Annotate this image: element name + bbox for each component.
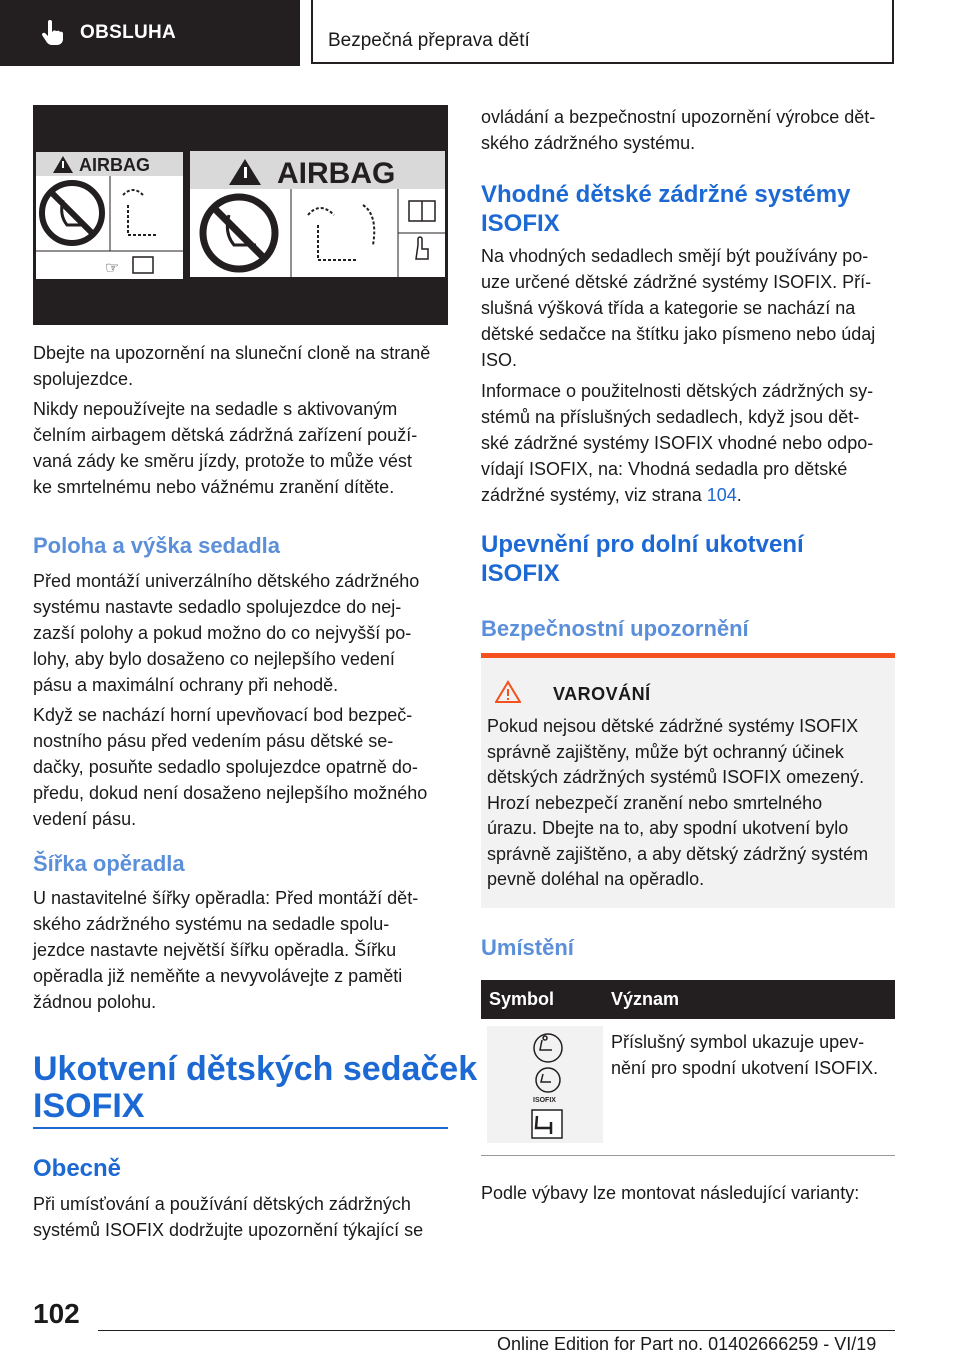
symbol-description-l1: Příslušný symbol ukazuje upev‐ (611, 1032, 865, 1052)
paragraph-seat-l4: lohy, aby bylo dosaženo co nejlepšího vedení (33, 649, 395, 669)
paragraph-backrest-l1: U nastavitelné šířky opěradla: Před montáží dět‐ (33, 888, 419, 908)
paragraph-suitable-l5: ISO. (481, 350, 518, 370)
heading-suitable-isofix-l1: Vhodné dětské zádržné systémy (481, 181, 851, 208)
paragraph-manufacturer-l2: ského zádržného systému. (481, 133, 696, 153)
chapter-box (311, 0, 894, 64)
paragraph-belt-l5: vedení pásu. (33, 809, 137, 829)
paragraph-backrest-l5: žádnou polohu. (33, 992, 157, 1012)
paragraph-suitable-l2: uze určené dětské zádržné systémy ISOFIX. Pří‐ (481, 272, 872, 292)
heading-isofix-anchors-l2: ISOFIX (33, 1087, 145, 1125)
paragraph-belt-l3: dačky, posuňte sedadlo spolujezdce opatrně do‐ (33, 757, 418, 777)
paragraph-backrest-l4: opěradla již neměňte a nevyvolávejte z paměti (33, 966, 403, 986)
heading-suitable-isofix-l2: ISOFIX (481, 210, 560, 237)
paragraph-info-l5: zádržné systémy, viz strana 104. (481, 485, 742, 505)
heading-lower-anchor-l1: Upevnění pro dolní ukotvení (481, 531, 804, 558)
footer-rule (98, 1330, 895, 1331)
heading-placement: Umístění (481, 935, 574, 960)
paragraph-general-l2: systémů ISOFIX dodržujte upozornění týkající se (33, 1220, 424, 1240)
paragraph-manufacturer-l1: ovládání a bezpečnostní upozornění výrobce dět‐ (481, 107, 876, 127)
warning-title: VAROVÁNÍ (553, 684, 651, 704)
heading-safety-notes: Bezpečnostní upozornění (481, 616, 749, 641)
paragraph-airbag-l2: čelním airbagem dětská zádržná zařízení použí‐ (33, 425, 418, 445)
heading-lower-anchor-l2: ISOFIX (481, 560, 560, 587)
paragraph-info-l1: Informace o použitelnosti dětských zádržných sy‐ (481, 381, 874, 401)
heading-isofix-anchors-l1: Ukotvení dětských sedaček (33, 1050, 478, 1088)
paragraph-info-l4: vídají ISOFIX, na: Vhodná sedadla pro dětské (481, 459, 848, 479)
section-tab (0, 0, 300, 66)
paragraph-seat-l2: systému nastavte sedadlo spolujezdce do nej‐ (33, 597, 402, 617)
symbol-table-header (481, 980, 895, 1019)
isofix-symbol-cell (487, 1026, 603, 1143)
paragraph-belt-l2: nostního pásu před vedením pásu dětské se‐ (33, 731, 394, 751)
symbol-description-l2: nění pro spodní ukotvení ISOFIX. (611, 1058, 879, 1078)
paragraph-backrest-l2: ského zádržného systému na sedadle spolu‐ (33, 914, 390, 934)
heading-general: Obecně (33, 1155, 122, 1182)
paragraph-airbag-l3: vaná zády ke směru jízdy, protože to může vést (33, 451, 412, 471)
heading-backrest-width: Šířka opěradla (33, 851, 185, 876)
paragraph-info-l2: stémů na příslušných sedadlech, když jsou dět‐ (481, 407, 860, 427)
chapter-title: Bezpečná přeprava dětí (328, 30, 530, 51)
paragraph-info-l3: ské zádržné systémy ISOFIX vhodné nebo odpo‐ (481, 433, 874, 453)
warning-box (481, 653, 895, 908)
paragraph-seat-l3: zazší polohy a pokud možno do co nejvyšší po‐ (33, 623, 412, 643)
airbag-label-right: AIRBAG (277, 157, 396, 190)
paragraph-variants: Podle výbavy lze montovat následující varianty: (481, 1183, 860, 1203)
paragraph-backrest-l3: jezdce nastavte největší šířku opěradla. Šířku (33, 940, 397, 960)
warning-triangle-icon (495, 680, 521, 704)
heading-seat-position: Poloha a výška sedadla (33, 533, 281, 558)
table-header-meaning: Význam (611, 989, 680, 1009)
paragraph-suitable-l4: dětské sedačce na štítku jako písmeno nebo údaj (481, 324, 876, 344)
page-header (0, 0, 960, 66)
page-reference-link[interactable]: 104 (706, 485, 737, 505)
paragraph-airbag-l1: Nikdy nepoužívejte na sedadle s aktivovaným (33, 399, 398, 419)
isofix-icon (487, 1026, 603, 1143)
paragraph-airbag-l4: ke smrtelnému nebo vážnému zranění dítěte. (33, 477, 395, 497)
table-header-symbol: Symbol (489, 989, 555, 1009)
paragraph-suitable-l1: Na vhodných sedadlech smějí být používány po‐ (481, 246, 869, 266)
paragraph-sun-visor: Dbejte na upozornění na sluneční cloně na straně spolujezdce. (33, 343, 431, 389)
heading-underline (33, 1127, 448, 1129)
airbag-label-illustration (33, 105, 448, 325)
section-title: OBSLUHA (80, 22, 177, 43)
paragraph-suitable-l3: slušná výšková třída a kategorie se nachází na (481, 298, 856, 318)
airbag-label-left: AIRBAG (79, 155, 150, 175)
paragraph-belt-l1: Když se nachází horní upevňovací bod bezpeč‐ (33, 705, 413, 725)
svg-text:☞: ☞ (105, 260, 120, 277)
page-number: 102 (33, 1298, 80, 1329)
airbag-warning-figure (33, 105, 448, 325)
paragraph-seat-l5: pásu a maximální ochrany při nehodě. (33, 675, 339, 695)
paragraph-belt-l4: předu, dokud není dosaženo nejlepšího možného (33, 783, 428, 803)
paragraph-general-l1: Při umísťování a používání dětských zádržných (33, 1194, 411, 1214)
footer-edition: Online Edition for Part no. 01402666259 - VI/19 (497, 1334, 877, 1354)
warning-text: Pokud nejsou dětské zádržné systémy ISOFIX správně zajištěny, může být ochranný účinek dětských zádržných systémů ISOFIX omezený. Hrozí nebezpečí zranění nebo smrtelného úrazu. Dbejte na to, aby spodní ukotvení bylo správně zajištěno, a aby dětský zádržný systém pevně doléhal na opěradlo. (487, 716, 869, 889)
svg-text:ISOFIX: ISOFIX (533, 1097, 556, 1104)
table-bottom-border (481, 1155, 895, 1156)
paragraph-seat-l1: Před montáží univerzálního dětského zádržného (33, 571, 420, 591)
hand-pointer-icon (38, 19, 66, 47)
